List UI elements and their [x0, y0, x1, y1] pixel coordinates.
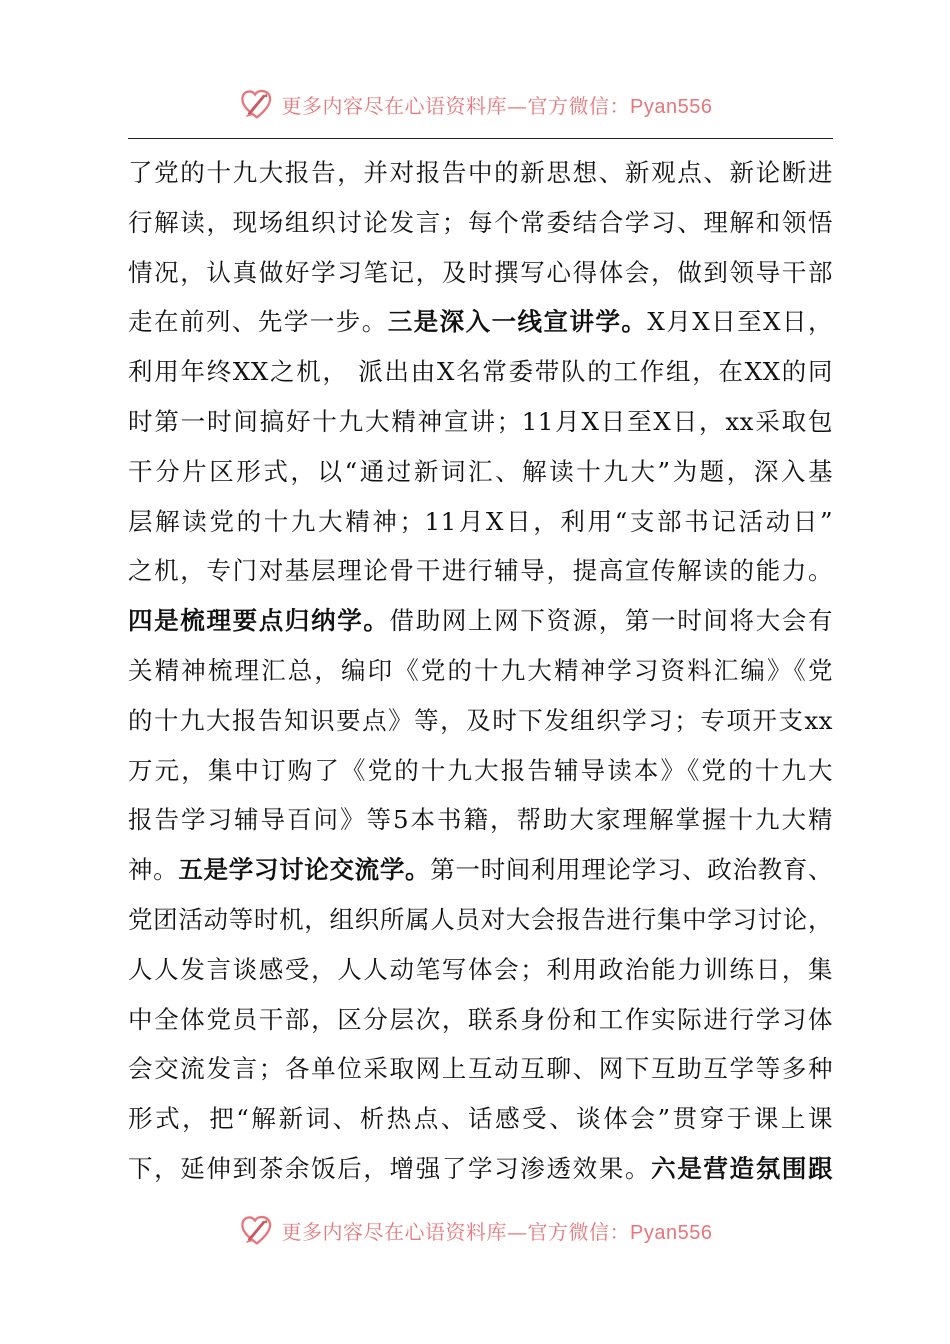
body-text-segment: X月X日至X日，	[647, 307, 834, 337]
text-line	[128, 347, 833, 397]
text-line	[128, 995, 833, 1045]
page-header	[0, 82, 950, 126]
text-line	[128, 596, 833, 646]
body-text-segment: 之机，专门对基层理论骨干进行辅导，提高宣传解读的能力。	[128, 556, 833, 586]
text-line	[128, 845, 833, 895]
text-line	[128, 447, 833, 497]
text-line	[128, 148, 833, 198]
body-text-segment: 形式，把“解新词、析热点、话感受、谈体会”贯穿于课上课	[128, 1104, 833, 1134]
text-line	[128, 696, 833, 746]
text-line	[128, 795, 833, 845]
footer-banner-id: Pyan556	[630, 1221, 713, 1244]
body-text-segment: 会交流发言；各单位采取网上互动互聊、网下互助互学等多种	[128, 1054, 833, 1084]
header-banner	[238, 85, 713, 123]
bold-heading-text: 四是梳理要点归纳学。	[128, 606, 390, 636]
text-line	[128, 646, 833, 696]
text-line	[128, 945, 833, 995]
text-line	[128, 397, 833, 447]
body-text-segment: 神。	[128, 855, 179, 885]
page-footer	[0, 1208, 950, 1252]
body-text-segment: 情况，认真做好学习笔记，及时撰写心得体会，做到领导干部	[128, 257, 833, 287]
bold-heading-text: 五是学习讨论交流学。	[178, 855, 431, 885]
header-banner-id: Pyan556	[630, 95, 713, 118]
header-banner-text	[282, 90, 713, 119]
text-line	[128, 297, 833, 347]
text-line	[128, 1094, 833, 1144]
text-line	[128, 1144, 833, 1194]
body-text-segment: 干分片区形式，以“通过新词汇、解读十九大”为题，深入基	[128, 456, 833, 486]
footer-banner-cn: 更多内容尽在心语资料库—官方微信：	[281, 1219, 631, 1244]
text-line	[128, 746, 833, 796]
text-line	[128, 248, 833, 298]
body-text-segment: 党团活动等时机，组织所属人员对大会报告进行集中学习讨论，	[128, 904, 833, 934]
text-line	[128, 497, 833, 547]
body-text-segment: 报告学习辅导百问》等5本书籍，帮助大家理解掌握十九大精	[128, 805, 833, 835]
body-text-segment: 下，延伸到茶余饭后，增强了学习渗透效果。	[128, 1153, 652, 1183]
text-line	[128, 1044, 833, 1094]
heart-pen-logo-icon	[238, 1211, 276, 1249]
body-text-segment: 人人发言谈感受，人人动笔写体会；利用政治能力训练日，集	[128, 954, 833, 984]
body-text-segment: 借助网上网下资源，第一时间将大会有	[389, 606, 834, 636]
body-text-segment: 层解读党的十九大精神；11月X日，利用“支部书记活动日”	[128, 506, 833, 536]
body-text-segment: 走在前列、先学一步。	[128, 307, 388, 337]
document-body	[128, 148, 833, 1194]
text-line	[128, 895, 833, 945]
bold-heading-text: 六是营造氛围跟	[651, 1153, 834, 1183]
body-text-segment: 行解读，现场组织讨论发言；每个常委结合学习、理解和领悟	[128, 207, 833, 237]
body-text-segment: 利用年终XX之机， 派出由X名常委带队的工作组，在XX的同	[128, 357, 833, 387]
bold-heading-text: 三是深入一线宣讲学。	[387, 307, 648, 337]
body-text-segment: 了党的十九大报告，并对报告中的新思想、新观点、新论断进	[128, 158, 833, 187]
body-text-segment: 万元，集中订购了《党的十九大报告辅导读本》《党的十九大	[128, 755, 833, 785]
footer-banner-text	[282, 1216, 713, 1245]
body-text-segment: 第一时间利用理论学习、政治教育、	[430, 855, 834, 885]
body-text-segment: 关精神梳理汇总，编印《党的十九大精神学习资料汇编》《党	[128, 655, 833, 685]
body-text-segment: 中全体党员干部，区分层次，联系身份和工作实际进行学习体	[128, 1004, 833, 1034]
text-line	[128, 198, 833, 248]
heart-pen-logo-icon	[238, 85, 276, 123]
text-line	[128, 546, 833, 596]
header-banner-cn: 更多内容尽在心语资料库—官方微信：	[281, 93, 631, 118]
footer-banner	[238, 1211, 713, 1249]
body-text-segment: 时第一时间搞好十九大精神宣讲；11月X日至X日，xx采取包	[128, 406, 833, 436]
body-text-segment: 的十九大报告知识要点》等，及时下发组织学习；专项开支xx	[128, 705, 833, 735]
header-divider	[128, 138, 833, 139]
